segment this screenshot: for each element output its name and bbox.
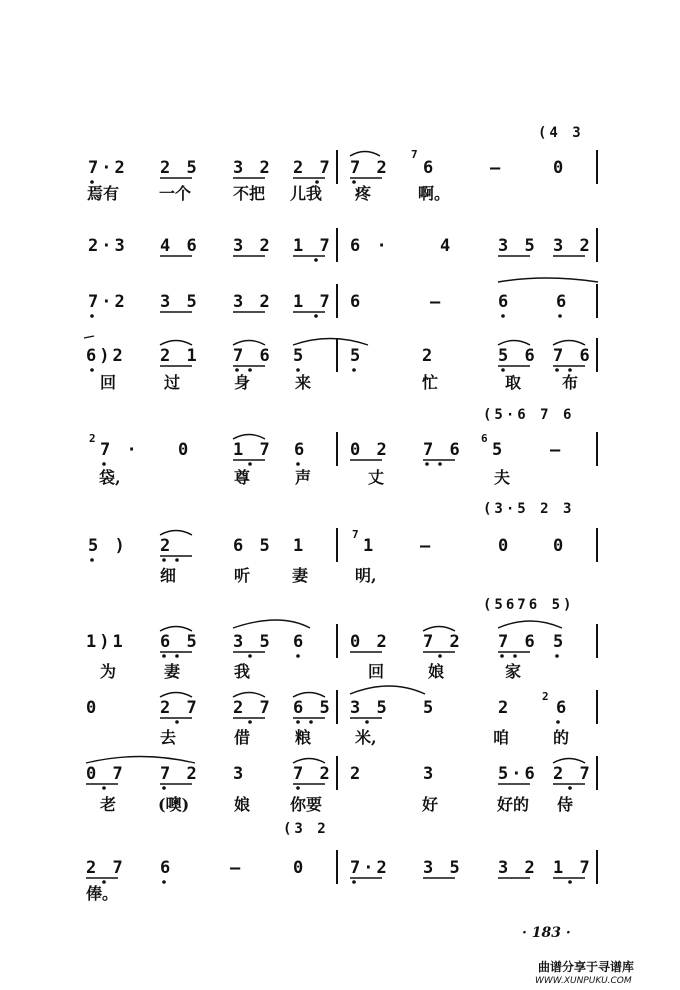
note-group: 6	[160, 858, 174, 878]
lyric: 一个	[159, 184, 192, 203]
note-group: 2 5	[160, 158, 200, 178]
note-group: 0 2	[350, 632, 390, 652]
note-group: 6	[294, 440, 308, 460]
page-number: · 183 ·	[522, 925, 571, 941]
note-group: 0	[498, 536, 512, 556]
barline	[596, 850, 598, 884]
barline	[336, 850, 338, 884]
lyric: 妻	[292, 566, 309, 585]
watermark-title: 曲谱分享于寻谱库	[538, 960, 635, 974]
note-group: 5 6	[498, 346, 538, 366]
lyric: 忙	[422, 373, 439, 392]
barline	[336, 150, 338, 184]
lyric: 丈	[368, 468, 385, 487]
note-group: 7·2	[350, 858, 390, 878]
note-group: 7 6	[498, 632, 538, 652]
lyric: 为	[100, 662, 117, 681]
dash: —	[430, 292, 444, 312]
note-group: 1	[363, 536, 377, 556]
note-group: 6	[423, 158, 437, 178]
barline	[336, 690, 338, 724]
note-group: 6	[498, 292, 512, 312]
note-group: 6 5	[160, 632, 200, 652]
note-group: 3 5	[233, 632, 273, 652]
note-group: 7 6	[233, 346, 273, 366]
note-group: 7 2	[423, 632, 463, 652]
lyric: 儿我	[290, 184, 323, 203]
lyric: 家	[505, 662, 522, 681]
lyric: 妻	[164, 662, 181, 681]
note-group: 7 6	[423, 440, 463, 460]
lyric: 米,	[355, 728, 377, 747]
lyric: 的	[553, 728, 570, 747]
note-group: 2	[350, 764, 364, 784]
note-group: 5	[293, 346, 307, 366]
note-group: 0	[293, 858, 307, 878]
note-group: 7 6	[553, 346, 593, 366]
note-group: 2	[160, 536, 174, 556]
lyric: 身	[234, 373, 251, 392]
prelude-notation: (3 2	[283, 821, 329, 837]
barline	[336, 432, 338, 466]
lyric: 娘	[428, 662, 445, 681]
note-group: 5	[553, 632, 567, 652]
lyric: 好的	[497, 795, 530, 814]
note-group: 6	[293, 632, 307, 652]
note-group: 5	[350, 346, 364, 366]
dash: —	[230, 858, 244, 878]
note-group: 3 5	[350, 698, 390, 718]
prelude-notation: (3·5 2 3	[483, 501, 575, 517]
grace-note: 7	[352, 528, 362, 541]
lyric: 我	[234, 662, 251, 681]
lyric: 俸。	[86, 884, 119, 903]
note-group: 7 ·	[100, 440, 140, 460]
lyric: 布	[562, 373, 579, 392]
note-group: 7·2	[88, 158, 128, 178]
lyric: 过	[164, 373, 181, 392]
note-group: 7 2	[293, 764, 333, 784]
note-group: 5 )	[88, 536, 128, 556]
note-group: 2	[498, 698, 512, 718]
prelude-notation: (5676 5)	[483, 597, 575, 613]
lyric: 尊	[234, 468, 251, 487]
barline	[596, 284, 598, 318]
watermark-url: WWW.XUNPUKU.COM	[535, 976, 632, 986]
note-group: 6	[350, 292, 364, 312]
note-group: 6	[556, 698, 570, 718]
lyric: 来	[295, 373, 312, 392]
note-group: 3 5	[498, 236, 538, 256]
barline	[336, 338, 338, 372]
lyric: 侍	[557, 795, 574, 814]
note-group: 3	[423, 764, 437, 784]
barline	[596, 756, 598, 790]
note-group: 3 5	[423, 858, 463, 878]
barline	[596, 432, 598, 466]
note-group: 4	[440, 236, 454, 256]
note-group: 3 2	[233, 158, 273, 178]
lyric: 不把	[233, 184, 266, 203]
note-group: 0 2	[350, 440, 390, 460]
note-group: 1	[293, 536, 307, 556]
lyric: 夫	[494, 468, 511, 487]
note-group: 7 2	[160, 764, 200, 784]
lyric: 听	[234, 566, 251, 585]
note-group: 2 1	[160, 346, 200, 366]
dash: —	[420, 536, 434, 556]
lyric: 好	[422, 795, 439, 814]
barline	[596, 150, 598, 184]
lyric: 焉有	[87, 184, 120, 203]
note-group: 3 2	[233, 236, 273, 256]
barline	[336, 284, 338, 318]
barline	[336, 756, 338, 790]
note-group: 3	[233, 764, 247, 784]
lyric: 回	[100, 373, 117, 392]
grace-note: 2	[89, 432, 99, 445]
note-group: 5	[492, 440, 506, 460]
barline	[596, 338, 598, 372]
note-group: 6	[556, 292, 570, 312]
lyric: 你要	[290, 795, 323, 814]
grace-note: 6	[481, 432, 491, 445]
lyric: 娘	[234, 795, 251, 814]
lyric: 啊。	[418, 184, 451, 203]
lyric: 袋,	[99, 468, 121, 487]
note-group: 7·2	[88, 292, 128, 312]
lyric: 取	[505, 373, 522, 392]
prelude-notation: (5·6 7 6	[483, 407, 575, 423]
note-group: 1 7	[233, 440, 273, 460]
note-group: 0	[178, 440, 192, 460]
note-group: 0	[553, 536, 567, 556]
note-group: 1 7	[293, 292, 333, 312]
note-group: 6 5	[233, 536, 273, 556]
note-group: 5	[423, 698, 437, 718]
note-group: 4 6	[160, 236, 200, 256]
lyric: 粮	[295, 728, 312, 747]
note-group: 6 5	[293, 698, 333, 718]
barline	[336, 228, 338, 262]
lyric: 去	[160, 728, 177, 747]
note-group: 3 5	[160, 292, 200, 312]
note-group: 3 2	[553, 236, 593, 256]
grace-note: 7	[411, 148, 421, 161]
note-group: 2·3	[88, 236, 128, 256]
lyric: 疼	[355, 184, 372, 203]
barline	[596, 624, 598, 658]
lyric: 老	[100, 795, 117, 814]
note-group: 0 7	[86, 764, 126, 784]
note-group: 2 7	[553, 764, 593, 784]
note-group: 1 7	[293, 236, 333, 256]
lyric: (噢)	[158, 795, 190, 814]
note-group: 2	[422, 346, 436, 366]
dash: —	[490, 158, 504, 178]
lyric: 咱	[493, 728, 510, 747]
grace-note: 2	[542, 690, 552, 703]
note-group: 2 7	[293, 158, 333, 178]
note-group: 2 7	[233, 698, 273, 718]
lyric: 声	[295, 468, 312, 487]
note-group: 6 ·	[350, 236, 390, 256]
lyric: 回	[368, 662, 385, 681]
note-group: 7 2	[350, 158, 390, 178]
dash: —	[550, 440, 564, 460]
note-group: 2 7	[160, 698, 200, 718]
lyric: 明,	[355, 566, 377, 585]
barline	[596, 528, 598, 562]
note-group: 3 2	[233, 292, 273, 312]
lyric: 细	[160, 566, 177, 585]
barline	[596, 690, 598, 724]
lyric: 借	[234, 728, 251, 747]
barline	[336, 624, 338, 658]
barline	[596, 228, 598, 262]
note-group: 0	[86, 698, 100, 718]
note-group: 1)1	[86, 632, 126, 652]
note-group: 1 7	[553, 858, 593, 878]
note-group: 5·6	[498, 764, 538, 784]
note-group: 0	[553, 158, 567, 178]
barline	[336, 528, 338, 562]
prelude-notation: (4 3	[538, 125, 584, 141]
note-group: 6)2	[86, 346, 126, 366]
note-group: 3 2	[498, 858, 538, 878]
note-group: 2 7	[86, 858, 126, 878]
